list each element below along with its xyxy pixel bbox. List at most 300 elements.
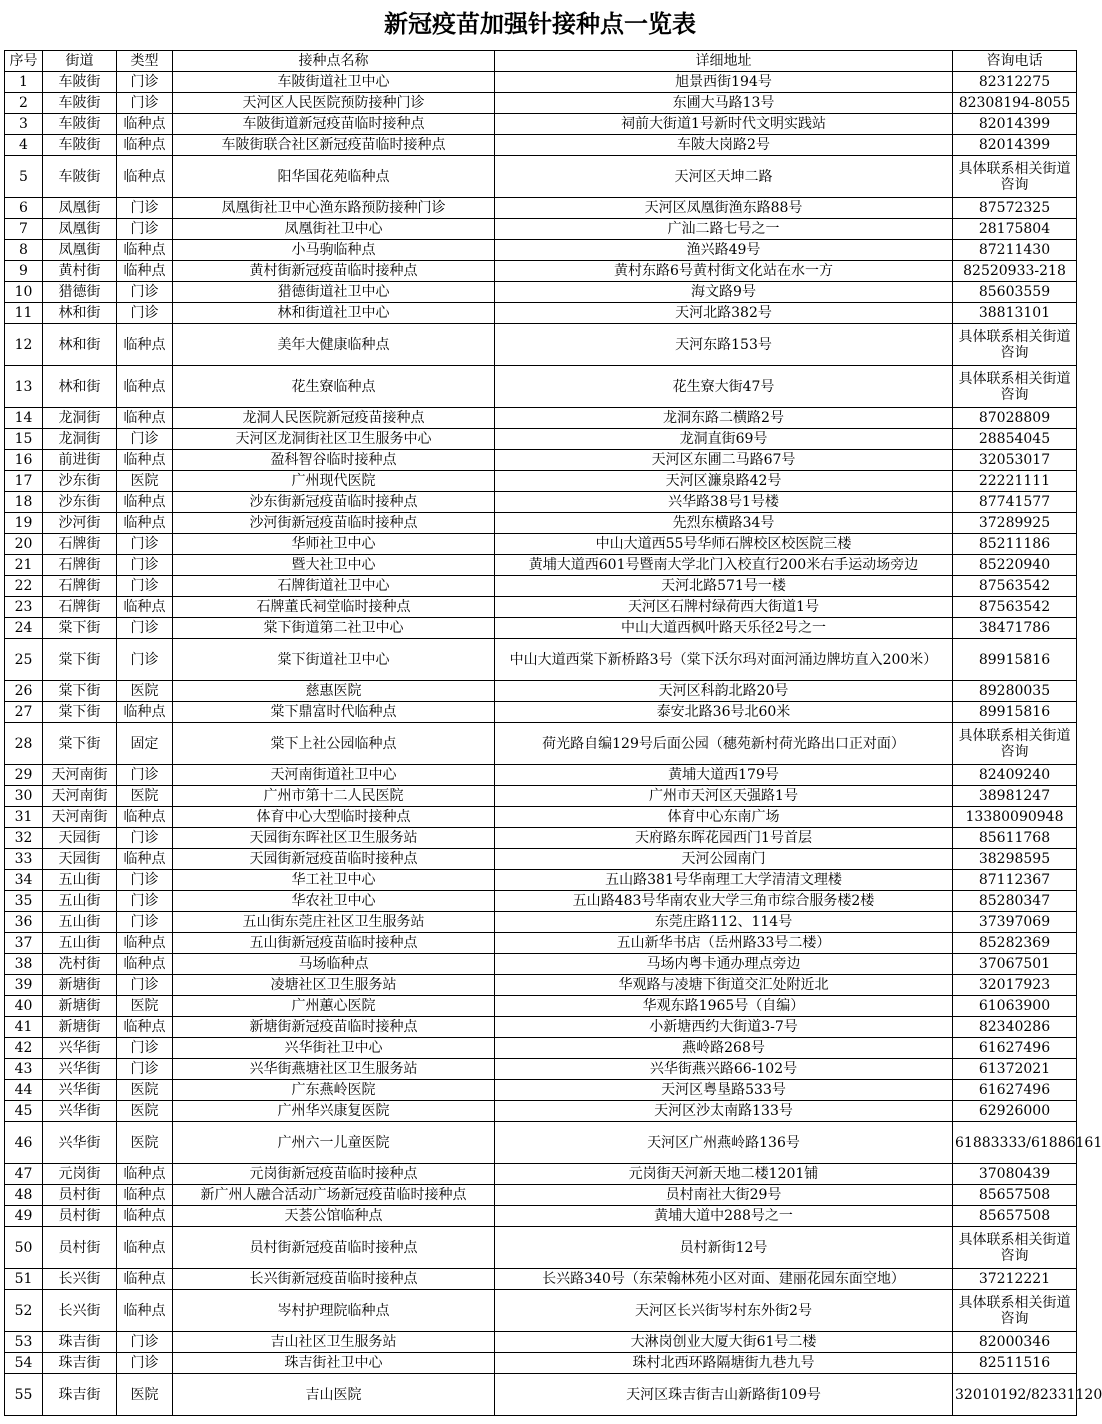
table-row [5, 366, 1077, 408]
table-row [5, 870, 1077, 891]
cell-phone: 具体联系相关街道咨询 [953, 324, 1077, 366]
table-row [5, 576, 1077, 597]
cell-site-name: 沙河街新冠疫苗临时接种点 [173, 513, 495, 534]
cell-address: 黄埔大道中288号之一 [495, 1206, 953, 1227]
cell-street: 林和街 [43, 303, 117, 324]
table-row [5, 471, 1077, 492]
cell-address: 天河公园南门 [495, 849, 953, 870]
table-row [5, 555, 1077, 576]
cell-street: 石牌街 [43, 534, 117, 555]
cell-index: 34 [5, 870, 43, 891]
cell-phone: 38471786 [953, 618, 1077, 639]
cell-index: 17 [5, 471, 43, 492]
cell-street: 石牌街 [43, 597, 117, 618]
cell-street: 棠下街 [43, 618, 117, 639]
cell-type: 临种点 [117, 450, 173, 471]
cell-type: 固定 [117, 723, 173, 765]
cell-site-name: 体育中心大型临时接种点 [173, 807, 495, 828]
cell-address: 黄埔大道西601号暨南大学北门入校直行200米右手运动场旁边 [495, 555, 953, 576]
cell-phone: 61627496 [953, 1038, 1077, 1059]
cell-street: 兴华街 [43, 1080, 117, 1101]
cell-type: 门诊 [117, 1353, 173, 1374]
cell-site-name: 员村街新冠疫苗临时接种点 [173, 1227, 495, 1269]
cell-type: 门诊 [117, 765, 173, 786]
cell-site-name: 阳华国花苑临种点 [173, 156, 495, 198]
cell-type: 门诊 [117, 303, 173, 324]
table-row [5, 618, 1077, 639]
cell-street: 车陂街 [43, 72, 117, 93]
cell-type: 临种点 [117, 492, 173, 513]
table-row [5, 639, 1077, 681]
cell-type: 门诊 [117, 891, 173, 912]
table-row [5, 135, 1077, 156]
cell-site-name: 兴华街燕塘社区卫生服务站 [173, 1059, 495, 1080]
cell-address: 广州市天河区天强路1号 [495, 786, 953, 807]
cell-type: 门诊 [117, 198, 173, 219]
table-row [5, 996, 1077, 1017]
cell-phone: 82000346 [953, 1332, 1077, 1353]
cell-phone: 具体联系相关街道咨询 [953, 723, 1077, 765]
cell-type: 临种点 [117, 1227, 173, 1269]
cell-type: 临种点 [117, 114, 173, 135]
cell-address: 黄村东路6号黄村街文化站在水一方 [495, 261, 953, 282]
cell-phone: 82308194-8055 [953, 93, 1077, 114]
cell-street: 棠下街 [43, 702, 117, 723]
cell-index: 51 [5, 1269, 43, 1290]
cell-site-name: 天园街东晖社区卫生服务站 [173, 828, 495, 849]
cell-type: 临种点 [117, 261, 173, 282]
cell-type: 临种点 [117, 954, 173, 975]
cell-index: 11 [5, 303, 43, 324]
cell-address: 天河区广州燕岭路136号 [495, 1122, 953, 1164]
cell-phone: 62926000 [953, 1101, 1077, 1122]
table-row [5, 1227, 1077, 1269]
cell-site-name: 棠下街道社卫中心 [173, 639, 495, 681]
cell-address: 体育中心东南广场 [495, 807, 953, 828]
cell-site-name: 花生寮临种点 [173, 366, 495, 408]
cell-street: 兴华街 [43, 1101, 117, 1122]
cell-street: 珠吉街 [43, 1353, 117, 1374]
cell-phone: 28175804 [953, 219, 1077, 240]
cell-phone: 85657508 [953, 1185, 1077, 1206]
table-row [5, 954, 1077, 975]
cell-street: 沙东街 [43, 492, 117, 513]
cell-phone: 38298595 [953, 849, 1077, 870]
cell-phone: 82340286 [953, 1017, 1077, 1038]
cell-type: 临种点 [117, 1164, 173, 1185]
cell-address: 华观路与凌塘下街道交汇处附近北 [495, 975, 953, 996]
cell-phone: 具体联系相关街道咨询 [953, 156, 1077, 198]
cell-index: 12 [5, 324, 43, 366]
cell-index: 31 [5, 807, 43, 828]
cell-site-name: 广州六一儿童医院 [173, 1122, 495, 1164]
cell-index: 41 [5, 1017, 43, 1038]
cell-index: 30 [5, 786, 43, 807]
cell-street: 沙河街 [43, 513, 117, 534]
cell-street: 新塘街 [43, 975, 117, 996]
cell-phone: 32010192/82331120 [953, 1374, 1077, 1416]
cell-street: 员村街 [43, 1206, 117, 1227]
table-row [5, 156, 1077, 198]
cell-site-name: 华工社卫中心 [173, 870, 495, 891]
cell-index: 45 [5, 1101, 43, 1122]
cell-address: 广汕二路七号之一 [495, 219, 953, 240]
cell-phone: 37289925 [953, 513, 1077, 534]
cell-phone: 87741577 [953, 492, 1077, 513]
cell-type: 门诊 [117, 93, 173, 114]
cell-phone: 89915816 [953, 639, 1077, 681]
cell-site-name: 美年大健康临种点 [173, 324, 495, 366]
cell-phone: 28854045 [953, 429, 1077, 450]
cell-address: 天河区石牌村绿荷西大街道1号 [495, 597, 953, 618]
cell-site-name: 盈科智谷临时接种点 [173, 450, 495, 471]
cell-street: 员村街 [43, 1185, 117, 1206]
cell-street: 兴华街 [43, 1122, 117, 1164]
cell-site-name: 广州现代医院 [173, 471, 495, 492]
cell-address: 五山路483号华南农业大学三角市综合服务楼2楼 [495, 891, 953, 912]
cell-address: 兴华街燕兴路66-102号 [495, 1059, 953, 1080]
cell-type: 临种点 [117, 849, 173, 870]
cell-type: 医院 [117, 1374, 173, 1416]
cell-site-name: 天河区人民医院预防接种门诊 [173, 93, 495, 114]
cell-index: 33 [5, 849, 43, 870]
cell-type: 医院 [117, 471, 173, 492]
cell-site-name: 凌塘社区卫生服务站 [173, 975, 495, 996]
cell-site-name: 棠下上社公园临种点 [173, 723, 495, 765]
cell-address: 泰安北路36号北60米 [495, 702, 953, 723]
cell-site-name: 林和街道社卫中心 [173, 303, 495, 324]
cell-site-name: 珠吉街社卫中心 [173, 1353, 495, 1374]
cell-index: 22 [5, 576, 43, 597]
table-row [5, 429, 1077, 450]
vaccination-sites-table [4, 50, 1102, 1416]
cell-phone: 61627496 [953, 1080, 1077, 1101]
table-row [5, 1059, 1077, 1080]
cell-street: 兴华街 [43, 1038, 117, 1059]
cell-index: 48 [5, 1185, 43, 1206]
cell-site-name: 暨大社卫中心 [173, 555, 495, 576]
cell-index: 35 [5, 891, 43, 912]
cell-phone: 13380090948 [953, 807, 1077, 828]
table-row [5, 1122, 1077, 1164]
cell-address: 天河区凤凰街渔东路88号 [495, 198, 953, 219]
col-header-site-name: 接种点名称 [173, 51, 495, 72]
cell-address: 元岗街天河新天地二楼1201铺 [495, 1164, 953, 1185]
table-row [5, 198, 1077, 219]
cell-address: 五山路381号华南理工大学清清文理楼 [495, 870, 953, 891]
cell-phone: 89280035 [953, 681, 1077, 702]
cell-site-name: 天荟公馆临种点 [173, 1206, 495, 1227]
cell-index: 2 [5, 93, 43, 114]
cell-address: 燕岭路268号 [495, 1038, 953, 1059]
cell-type: 门诊 [117, 534, 173, 555]
cell-address: 马场内粤卡通办理点旁边 [495, 954, 953, 975]
cell-type: 临种点 [117, 1269, 173, 1290]
col-header-street: 街道 [43, 51, 117, 72]
cell-type: 医院 [117, 1122, 173, 1164]
cell-street: 五山街 [43, 912, 117, 933]
cell-index: 24 [5, 618, 43, 639]
cell-phone: 32017923 [953, 975, 1077, 996]
table-row [5, 261, 1077, 282]
cell-street: 车陂街 [43, 93, 117, 114]
cell-index: 53 [5, 1332, 43, 1353]
cell-address: 华观东路1965号（自编） [495, 996, 953, 1017]
cell-index: 19 [5, 513, 43, 534]
cell-type: 门诊 [117, 870, 173, 891]
cell-street: 棠下街 [43, 723, 117, 765]
cell-site-name: 棠下鼎富时代临种点 [173, 702, 495, 723]
cell-phone: 85603559 [953, 282, 1077, 303]
cell-phone: 87028809 [953, 408, 1077, 429]
cell-address: 员村南社大街29号 [495, 1185, 953, 1206]
page-title: 新冠疫苗加强针接种点一览表 [384, 9, 696, 38]
cell-address: 中山大道西55号华师石牌校区校医院三楼 [495, 534, 953, 555]
cell-site-name: 马场临种点 [173, 954, 495, 975]
cell-index: 4 [5, 135, 43, 156]
col-header-type: 类型 [117, 51, 173, 72]
cell-address: 兴华路38号1号楼 [495, 492, 953, 513]
cell-type: 医院 [117, 1101, 173, 1122]
cell-type: 门诊 [117, 912, 173, 933]
cell-street: 棠下街 [43, 639, 117, 681]
cell-type: 门诊 [117, 1038, 173, 1059]
cell-type: 临种点 [117, 1290, 173, 1332]
cell-index: 54 [5, 1353, 43, 1374]
cell-address: 天河区濂泉路42号 [495, 471, 953, 492]
cell-site-name: 广东燕岭医院 [173, 1080, 495, 1101]
table-row [5, 114, 1077, 135]
cell-street: 长兴街 [43, 1269, 117, 1290]
cell-address: 天河区珠吉街吉山新路街109号 [495, 1374, 953, 1416]
cell-index: 7 [5, 219, 43, 240]
cell-index: 49 [5, 1206, 43, 1227]
table-row [5, 1206, 1077, 1227]
table-row [5, 1374, 1077, 1416]
cell-address: 天河东路153号 [495, 324, 953, 366]
cell-type: 临种点 [117, 807, 173, 828]
cell-phone: 37397069 [953, 912, 1077, 933]
cell-type: 临种点 [117, 702, 173, 723]
cell-type: 临种点 [117, 1017, 173, 1038]
cell-phone: 82014399 [953, 114, 1077, 135]
cell-street: 元岗街 [43, 1164, 117, 1185]
cell-index: 23 [5, 597, 43, 618]
cell-site-name: 棠下街道第二社卫中心 [173, 618, 495, 639]
table-row [5, 849, 1077, 870]
cell-index: 40 [5, 996, 43, 1017]
table-row [5, 219, 1077, 240]
cell-index: 21 [5, 555, 43, 576]
cell-index: 10 [5, 282, 43, 303]
cell-index: 42 [5, 1038, 43, 1059]
cell-phone: 38813101 [953, 303, 1077, 324]
cell-street: 新塘街 [43, 996, 117, 1017]
table-row [5, 282, 1077, 303]
cell-type: 门诊 [117, 975, 173, 996]
cell-address: 珠村北西环路隔塘街九巷九号 [495, 1353, 953, 1374]
cell-address: 花生寮大街47号 [495, 366, 953, 408]
cell-phone: 37080439 [953, 1164, 1077, 1185]
cell-index: 28 [5, 723, 43, 765]
cell-phone: 87112367 [953, 870, 1077, 891]
cell-type: 临种点 [117, 513, 173, 534]
table-row [5, 1017, 1077, 1038]
cell-phone: 89915816 [953, 702, 1077, 723]
cell-phone: 32053017 [953, 450, 1077, 471]
cell-index: 38 [5, 954, 43, 975]
cell-phone: 85611768 [953, 828, 1077, 849]
cell-site-name: 新广州人融合活动广场新冠疫苗临时接种点 [173, 1185, 495, 1206]
cell-phone: 61372021 [953, 1059, 1077, 1080]
cell-address: 中山大道西枫叶路天乐径2号之一 [495, 618, 953, 639]
cell-index: 3 [5, 114, 43, 135]
cell-street: 天园街 [43, 828, 117, 849]
cell-type: 门诊 [117, 72, 173, 93]
table-row [5, 72, 1077, 93]
table-row [5, 534, 1077, 555]
cell-address: 天河区沙太南路133号 [495, 1101, 953, 1122]
cell-index: 15 [5, 429, 43, 450]
cell-index: 18 [5, 492, 43, 513]
cell-street: 新塘街 [43, 1017, 117, 1038]
cell-phone: 87211430 [953, 240, 1077, 261]
cell-site-name: 天河南街道社卫中心 [173, 765, 495, 786]
table-row [5, 807, 1077, 828]
table-row [5, 1290, 1077, 1332]
cell-index: 32 [5, 828, 43, 849]
cell-site-name: 岑村护理院临种点 [173, 1290, 495, 1332]
cell-phone: 87572325 [953, 198, 1077, 219]
cell-type: 门诊 [117, 429, 173, 450]
table-row [5, 702, 1077, 723]
cell-address: 天河北路571号一楼 [495, 576, 953, 597]
table-row [5, 723, 1077, 765]
cell-site-name: 石牌街道社卫中心 [173, 576, 495, 597]
cell-type: 临种点 [117, 1206, 173, 1227]
table-row [5, 1101, 1077, 1122]
table-header-row [5, 51, 1077, 72]
cell-street: 沙东街 [43, 471, 117, 492]
cell-index: 13 [5, 366, 43, 408]
table-row [5, 492, 1077, 513]
cell-address: 天河区科韵北路20号 [495, 681, 953, 702]
table-row [5, 324, 1077, 366]
table-row [5, 93, 1077, 114]
cell-address: 车陂大岗路2号 [495, 135, 953, 156]
table-row [5, 1332, 1077, 1353]
cell-address: 祠前大街道1号新时代文明实践站 [495, 114, 953, 135]
cell-phone: 87563542 [953, 597, 1077, 618]
cell-address: 天府路东晖花园西门1号首层 [495, 828, 953, 849]
cell-street: 五山街 [43, 933, 117, 954]
cell-street: 兴华街 [43, 1059, 117, 1080]
table-row [5, 681, 1077, 702]
cell-address: 天河区天坤二路 [495, 156, 953, 198]
cell-phone: 82312275 [953, 72, 1077, 93]
cell-address: 大淋岗创业大厦大街61号二楼 [495, 1332, 953, 1353]
cell-phone: 61063900 [953, 996, 1077, 1017]
cell-phone: 37067501 [953, 954, 1077, 975]
cell-type: 门诊 [117, 219, 173, 240]
cell-street: 前进街 [43, 450, 117, 471]
table-row [5, 912, 1077, 933]
cell-site-name: 沙东街新冠疫苗临时接种点 [173, 492, 495, 513]
cell-street: 凤凰街 [43, 198, 117, 219]
cell-street: 龙洞街 [43, 408, 117, 429]
cell-phone: 具体联系相关街道咨询 [953, 1290, 1077, 1332]
cell-site-name: 五山街新冠疫苗临时接种点 [173, 933, 495, 954]
cell-street: 天园街 [43, 849, 117, 870]
cell-site-name: 车陂街道社卫中心 [173, 72, 495, 93]
cell-index: 14 [5, 408, 43, 429]
cell-type: 临种点 [117, 156, 173, 198]
cell-index: 8 [5, 240, 43, 261]
cell-type: 临种点 [117, 324, 173, 366]
cell-phone: 85220940 [953, 555, 1077, 576]
cell-index: 5 [5, 156, 43, 198]
cell-street: 珠吉街 [43, 1374, 117, 1416]
table-row [5, 1185, 1077, 1206]
cell-index: 47 [5, 1164, 43, 1185]
cell-index: 37 [5, 933, 43, 954]
cell-type: 医院 [117, 1080, 173, 1101]
cell-address: 东莞庄路112、114号 [495, 912, 953, 933]
cell-address: 小新塘西约大街道3-7号 [495, 1017, 953, 1038]
table-row [5, 303, 1077, 324]
cell-phone: 38981247 [953, 786, 1077, 807]
cell-street: 珠吉街 [43, 1332, 117, 1353]
cell-street: 黄村街 [43, 261, 117, 282]
table-row [5, 828, 1077, 849]
cell-phone: 85280347 [953, 891, 1077, 912]
cell-site-name: 华农社卫中心 [173, 891, 495, 912]
cell-street: 车陂街 [43, 114, 117, 135]
cell-site-name: 华师社卫中心 [173, 534, 495, 555]
cell-site-name: 吉山社区卫生服务站 [173, 1332, 495, 1353]
cell-site-name: 广州市第十二人民医院 [173, 786, 495, 807]
cell-type: 临种点 [117, 408, 173, 429]
cell-index: 9 [5, 261, 43, 282]
cell-address: 天河区粤垦路533号 [495, 1080, 953, 1101]
table-row [5, 1353, 1077, 1374]
cell-street: 龙洞街 [43, 429, 117, 450]
cell-site-name: 广州蕙心医院 [173, 996, 495, 1017]
cell-index: 6 [5, 198, 43, 219]
cell-index: 50 [5, 1227, 43, 1269]
cell-index: 43 [5, 1059, 43, 1080]
cell-phone: 85282369 [953, 933, 1077, 954]
cell-phone: 87563542 [953, 576, 1077, 597]
cell-street: 猎德街 [43, 282, 117, 303]
cell-phone: 22221111 [953, 471, 1077, 492]
cell-site-name: 兴华街社卫中心 [173, 1038, 495, 1059]
cell-site-name: 车陂街联合社区新冠疫苗临时接种点 [173, 135, 495, 156]
cell-address: 荷光路自编129号后面公园（穗苑新村荷光路出口正对面） [495, 723, 953, 765]
table-row [5, 765, 1077, 786]
cell-street: 五山街 [43, 891, 117, 912]
cell-street: 天河南街 [43, 765, 117, 786]
cell-site-name: 五山街东莞庄社区卫生服务站 [173, 912, 495, 933]
cell-street: 天河南街 [43, 786, 117, 807]
cell-address: 长兴路340号（东荣翰林苑小区对面、建丽花园东面空地） [495, 1269, 953, 1290]
table-row [5, 975, 1077, 996]
cell-street: 五山街 [43, 870, 117, 891]
cell-index: 39 [5, 975, 43, 996]
cell-type: 门诊 [117, 576, 173, 597]
cell-type: 临种点 [117, 366, 173, 408]
cell-street: 车陂街 [43, 135, 117, 156]
